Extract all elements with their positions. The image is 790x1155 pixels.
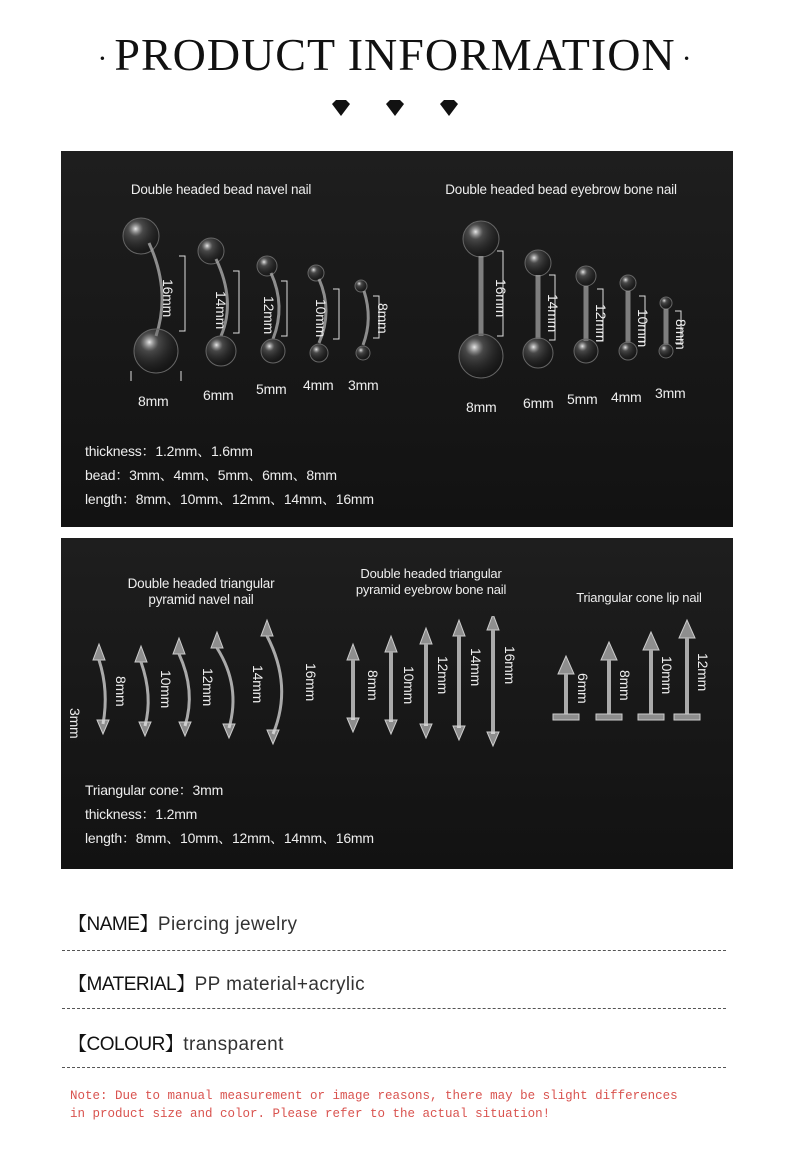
bead-navel-length-16: 16mm (160, 279, 176, 318)
cone-eyebrow-title (331, 566, 531, 598)
bead-navel-title: Double headed bead navel nail (130, 182, 312, 197)
diamond-icon (386, 100, 404, 116)
bead-eyebrow-length-14: 14mm (545, 294, 561, 333)
info-material-row (68, 969, 365, 996)
bead-eyebrow-size-4: 4mm (611, 389, 642, 405)
cone-navel-title (101, 576, 301, 608)
cone-eyebrow-title-line2: pyramid eyebrow bone nail (355, 582, 507, 597)
bead-spec-bead: bead：3mm、4mm、5mm、6mm、8mm (85, 467, 337, 483)
info-material-label: 【MATERIAL】 (68, 974, 195, 995)
title-dot-right: · (681, 42, 693, 76)
cone-eyebrow-length-14: 14mm (468, 648, 484, 687)
cone-lip-length-10: 10mm (659, 656, 675, 695)
bead-navel-length-14: 14mm (213, 291, 229, 330)
diamond-ornaments (0, 100, 790, 121)
cone-navel-title-line1: Double headed triangular (127, 576, 275, 591)
cone-lip-length-6: 6mm (575, 673, 591, 704)
bead-eyebrow-length-16: 16mm (493, 279, 509, 318)
note-line-2: in product size and color. Please refer to the actual situation! (70, 1107, 551, 1121)
divider (62, 950, 726, 951)
cone-spec-cone: Triangular cone：3mm (85, 782, 224, 798)
info-colour-label: 【COLOUR】 (68, 1034, 184, 1055)
cone-lip-length-8: 8mm (617, 670, 633, 701)
bead-navel-size-5: 5mm (256, 381, 287, 397)
title-text: PRODUCT INFORMATION (114, 29, 676, 80)
bead-eyebrow-length-12: 12mm (593, 304, 609, 343)
bead-navel-length-12: 12mm (261, 296, 277, 335)
cone-lip-length-12: 12mm (695, 653, 711, 692)
bead-eyebrow-size-3: 3mm (655, 385, 686, 401)
cone-spec-thickness: thickness：1.2mm (85, 806, 198, 822)
cone-navel-length-8: 8mm (113, 676, 129, 707)
cone-eyebrow-length-8: 8mm (365, 670, 381, 701)
cone-navel-length-12: 12mm (200, 668, 216, 707)
bead-navel-size-3: 3mm (348, 377, 379, 393)
cone-eyebrow-length-12: 12mm (435, 656, 451, 695)
cone-spec-length: length：8mm、10mm、12mm、14mm、16mm (85, 830, 374, 846)
bead-nail-panel (61, 151, 733, 527)
cone-navel-size-3: 3mm (67, 708, 83, 739)
page-title (0, 28, 790, 81)
cone-navel-length-14: 14mm (250, 665, 266, 704)
bead-navel-size-8: 8mm (138, 393, 169, 409)
info-colour-value: transparent (183, 1034, 284, 1055)
bead-navel-length-8: 8mm (375, 303, 391, 334)
bead-spec-length: length：8mm、10mm、12mm、14mm、16mm (85, 491, 374, 507)
bead-eyebrow-size-5: 5mm (567, 391, 598, 407)
cone-eyebrow-length-16: 16mm (502, 646, 518, 685)
title-dot-left: · (97, 42, 109, 76)
bead-eyebrow-length-10: 10mm (635, 309, 651, 348)
note-line-1: Note: Due to manual measurement or image reasons, there may be slight differences (70, 1089, 678, 1103)
bead-eyebrow-size-8: 8mm (466, 399, 497, 415)
diamond-icon (440, 100, 458, 116)
info-name-row (68, 909, 297, 936)
cone-nail-panel (61, 538, 733, 869)
bead-eyebrow-length-8: 8mm (673, 319, 689, 350)
info-colour-row (68, 1029, 284, 1056)
cone-eyebrow-title-line1: Double headed triangular (360, 566, 502, 581)
bead-navel-size-4: 4mm (303, 377, 334, 393)
bead-eyebrow-size-6: 6mm (523, 395, 554, 411)
cone-lip-title: Triangular cone lip nail (576, 590, 702, 605)
bead-eyebrow-title: Double headed bead eyebrow bone nail (445, 182, 677, 197)
bead-navel-length-10: 10mm (313, 299, 329, 338)
divider (62, 1067, 726, 1068)
diamond-icon (332, 100, 350, 116)
info-name-label: 【NAME】 (68, 914, 158, 935)
info-material-value: PP material+acrylic (194, 974, 365, 995)
bead-navel-size-6: 6mm (203, 387, 234, 403)
bead-spec-thickness: thickness：1.2mm、1.6mm (85, 443, 253, 459)
cone-eyebrow-length-10: 10mm (401, 666, 417, 705)
cone-navel-title-line2: pyramid navel nail (148, 592, 254, 607)
divider (62, 1008, 726, 1009)
cone-navel-length-16: 16mm (303, 663, 319, 702)
cone-navel-length-10: 10mm (158, 670, 174, 709)
info-name-value: Piercing jewelry (157, 914, 298, 935)
disclaimer-note (70, 1087, 678, 1123)
